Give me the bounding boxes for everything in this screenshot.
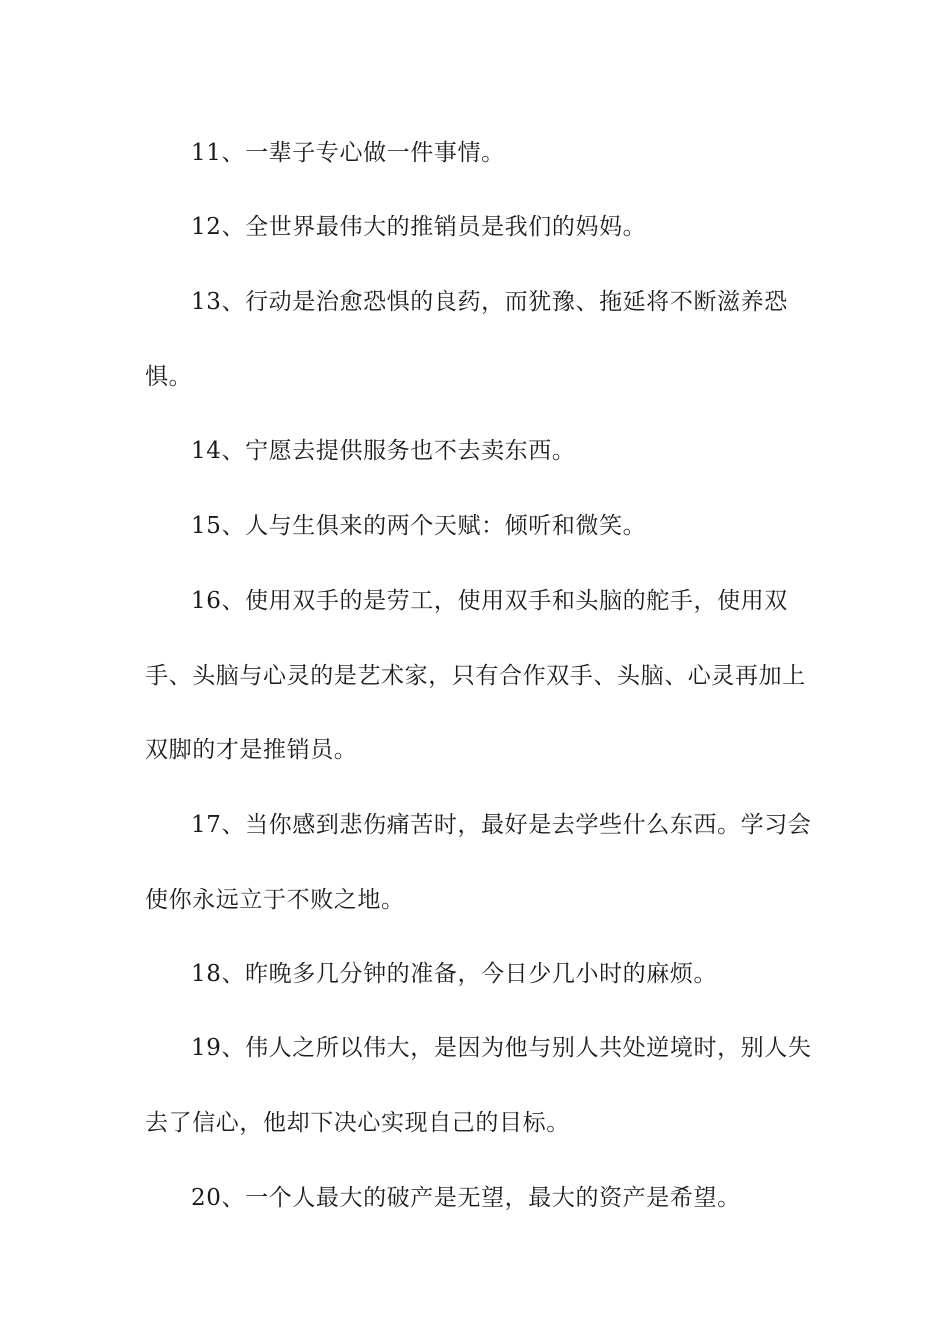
- paragraph-11: 11、一辈子专心做一件事情。: [191, 140, 505, 166]
- paragraph-18: 18、昨晚多几分钟的准备，今日少几小时的麻烦。: [191, 961, 718, 987]
- paragraph-13: 13、行动是治愈恐惧的良药，而犹豫、拖延将不断滋养恐惧。: [145, 289, 788, 390]
- paragraph-17: 17、当你感到悲伤痛苦时，最好是去学些什么东西。学习会使你永远立于不败之地。: [145, 812, 812, 913]
- paragraph-16: 16、使用双手的是劳工，使用双手和头脑的舵手，使用双手、头脑与心灵的是艺术家，只有合作双手、头脑、心灵再加上双脚的才是推销员。: [145, 588, 806, 763]
- paragraph-14: 14、宁愿去提供服务也不去卖东西。: [191, 438, 576, 464]
- paragraph-12: 12、全世界最伟大的推销员是我们的妈妈。: [191, 214, 647, 240]
- paragraph-15: 15、人与生俱来的两个天赋：倾听和微笑。: [191, 513, 647, 539]
- paragraph-20: 20、一个人最大的破产是无望，最大的资产是希望。: [191, 1185, 741, 1211]
- paragraph-19: 19、伟人之所以伟大，是因为他与别人共处逆境时，别人失去了信心，他却下决心实现自己的目标。: [145, 1035, 812, 1136]
